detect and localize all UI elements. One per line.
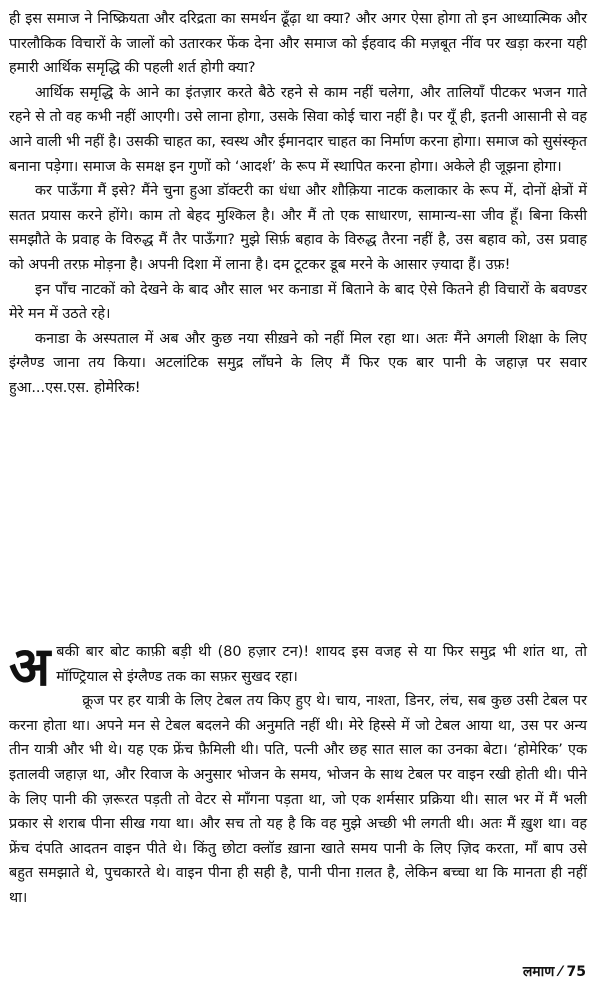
paragraph: [9, 635, 587, 698]
paragraph: क्रूज पर हर यात्री के लिए टेबल तय किए हुए थे। चाय, नाश्ता, डिनर, लंच, सब कुछ उसी टेबल पर करना होता था। अपने मन से टेबल बदलने की अनुमति नहीं थी। मेरे हिस्से में जो टेबल आया था, उस पर अन्य तीन यात्री और भी थे। यह एक फ्रेंच फ़ैमिली थी। पति, पत्नी और छह सात साल का उनका बेटा। ‘होमेरिक’ एक इतालवी जहाज़ था, और रिवाज के अनुसार भोजन के समय, भोजन के साथ टेबल पर वाइन रखी होती थी। पीने के लिए पानी की ज़रूरत पड़ती तो वेटर से माँगना पड़ता था, जो एक शर्मसार प्रक्रिया थी। साल भर में मैं भली प्रकार से शराब पीना सीख गया था। और सच तो यह है कि वह मुझे अच्छी भी लगती थी। अतः मैं ख़ुश था। वह फ्रेंच दंपति आदतन वाइन पीते थे। किंतु छोटा क्लॉड ख़ाना खाते समय पानी के लिए ज़िद करता, माँ बाप उसे बहुत समझाते थे, पुचकारते थे। वाइन पीना ही सही है, पानी पीना ग़लत है, लेकिन बच्चा था कि मानता ही नहीं था।: [9, 693, 587, 906]
paragraph: कर पाऊँगा मैं इसे? मैंने चुना हुआ डॉक्टरी का धंधा और शौक़िया नाटक कलाकार के रूप में, दोनों क्षेत्रों में सतत प्रयास करने होंगे। काम तो बेहद मुश्किल है। और मैं तो एक साधारण, सामान्य-सा जीव हूँ। बिना किसी समझौते के प्रवाह के विरुद्ध मैं तैर पाऊँगा? मुझे सिर्फ़ बहाव के विरुद्ध तैरना नहीं है, उस बहाव को, उस प्रवाह को अपनी तरफ़ मोड़ना है। अपनी दिशा में लाना है। दम टूटकर डूब मरने के आसार ज़्यादा हैं। उफ़!: [9, 183, 587, 273]
paragraph-text: बकी बार बोट काफ़ी बड़ी थी (80 हज़ार टन)! शायद इस वजह से या फिर समुद्र भी शांत था, तो मॉण्ट्रियाल से इंग्लैण्ड तक का सफ़र सुखद रहा।: [56, 644, 587, 685]
paragraph: ही इस समाज ने निष्क्रियता और दरिद्रता का समर्थन ढूँढ़ा था क्या? और अगर ऐसा होगा तो इन आध्यात्मिक और पारलौकिक विचारों के जालों को उतारकर फेंक देना और समाज को ईहवाद की मज़बूत नींव पर खड़ा करना यही हमारी आर्थिक समृद्धि की पहली शर्त होगी क्या?: [9, 11, 587, 77]
top-section: [9, 7, 587, 401]
paragraph: आर्थिक समृद्धि के आने का इंतज़ार करते बैठे रहने से काम नहीं चलेगा, और तालियाँ पीटकर भजन गाते रहने से तो वह कभी नहीं आएगी। उसे लाना होगा, उसके सिवा कोई चारा नहीं है। पर यूँ ही, इतनी आसानी से वह आने वाली भी नहीं है। उसकी चाहत का, स्वस्थ और ईमानदार चाहत का निर्माण करना होगा। समाज को सुसंस्कृत बनाना पड़ेगा। समाज के समक्ष इन गुणों को ‘आदर्श’ के रूप में स्थापित करना होगा। अकेले ही जूझना होगा।: [9, 84, 587, 175]
page-footer: लमाण ⁄ 75: [522, 964, 586, 980]
drop-cap: अ: [9, 635, 51, 698]
new-chapter-section: [9, 635, 587, 911]
paragraph: इन पाँच नाटकों को देखने के बाद और साल भर कनाडा में बिताने के बाद ऐसे कितने ही विचारों के बवण्डर मेरे मन में उठते रहे।: [9, 281, 587, 323]
paragraph: कनाडा के अस्पताल में अब और कुछ नया सीख़ने को नहीं मिल रहा था। अतः मैंने अगली शिक्षा के लिए इंग्लैण्ड जाना तय किया। अटलांटिक समुद्र लाँघने के लिए मैं फिर एक बार पानी के जहाज़ पर सवार हुआ...एस.एस. होमेरिक!: [9, 330, 587, 396]
